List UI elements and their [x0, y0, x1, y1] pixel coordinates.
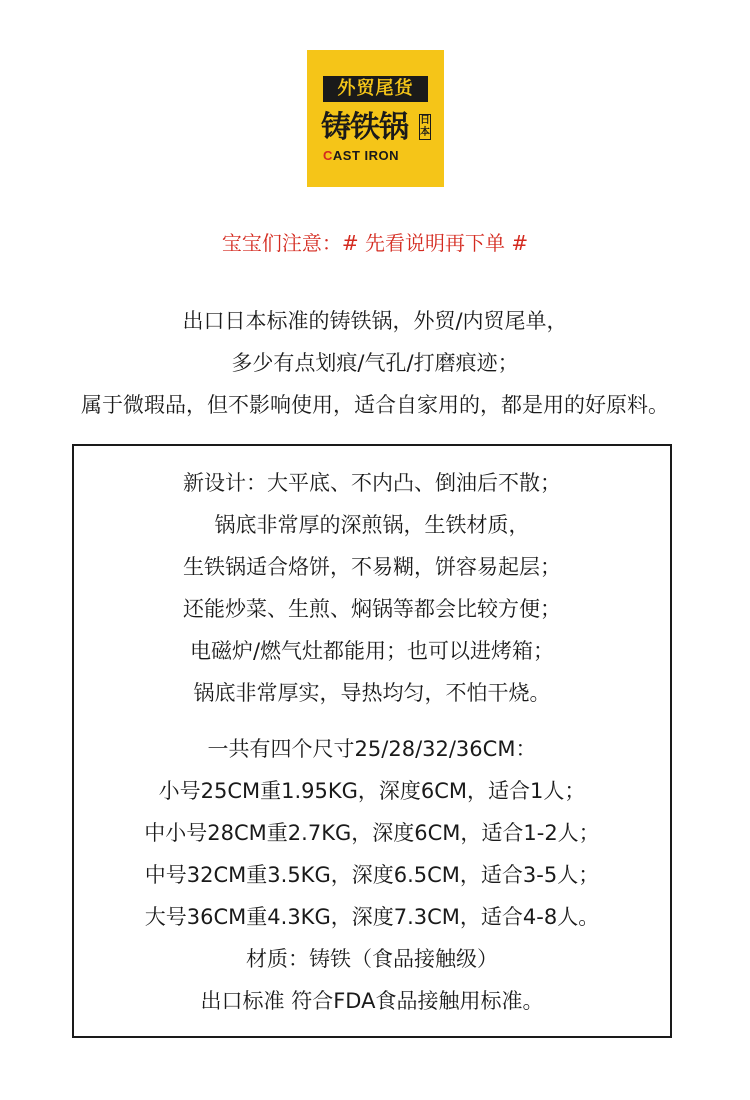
size-line: 小号25CM重1.95KG，深度6CM，适合1人； — [158, 779, 586, 803]
logo-side-label: 日本 — [420, 115, 430, 138]
size-line: 中号32CM重3.5KG，深度6.5CM，适合3-5人； — [144, 863, 600, 887]
feature-line: 还能炒菜、生煎、焖锅等都会比较方便； — [183, 597, 561, 621]
size-line: 出口标准 符合FDA食品接触用标准。 — [200, 989, 544, 1013]
size-line: 一共有四个尺寸25/28/32/36CM： — [207, 737, 537, 761]
notice-text: 宝宝们注意：# 先看说明再下单 # — [221, 231, 529, 255]
feature-line: 锅底非常厚实，导热均匀，不怕干烧。 — [193, 681, 551, 705]
logo-english-rest: AST IRON — [332, 148, 400, 163]
intro-line: 多少有点划痕/气孔/打磨痕迹； — [231, 351, 519, 375]
intro-line: 属于微瑕品，但不影响使用，适合自家用的，都是用的好原料。 — [81, 393, 669, 417]
intro-line: 出口日本标准的铸铁锅，外贸/内贸尾单， — [182, 309, 568, 333]
size-line: 中小号28CM重2.7KG，深度6CM，适合1-2人； — [144, 821, 600, 845]
brand-logo — [307, 50, 444, 187]
product-details-box — [72, 444, 672, 1038]
size-line: 大号36CM重4.3KG，深度7.3CM，适合4-8人。 — [144, 905, 600, 929]
size-line: 材质：铸铁（食品接触级） — [246, 947, 498, 971]
intro-section — [0, 300, 750, 426]
sizes-list — [74, 728, 670, 1022]
feature-line: 电磁炉/燃气灶都能用；也可以进烤箱； — [189, 639, 555, 663]
logo-title: 铸铁锅 — [321, 110, 408, 145]
logo-tag: 外贸尾货 — [323, 76, 428, 102]
feature-line: 新设计：大平底、不内凸、倒油后不散； — [183, 471, 561, 495]
features-list — [74, 462, 670, 714]
feature-line: 生铁锅适合烙饼，不易糊，饼容易起层； — [183, 555, 561, 579]
logo-english — [323, 148, 399, 163]
logo-english-initial: C — [323, 148, 333, 163]
feature-line: 锅底非常厚的深煎锅，生铁材质， — [214, 513, 530, 537]
